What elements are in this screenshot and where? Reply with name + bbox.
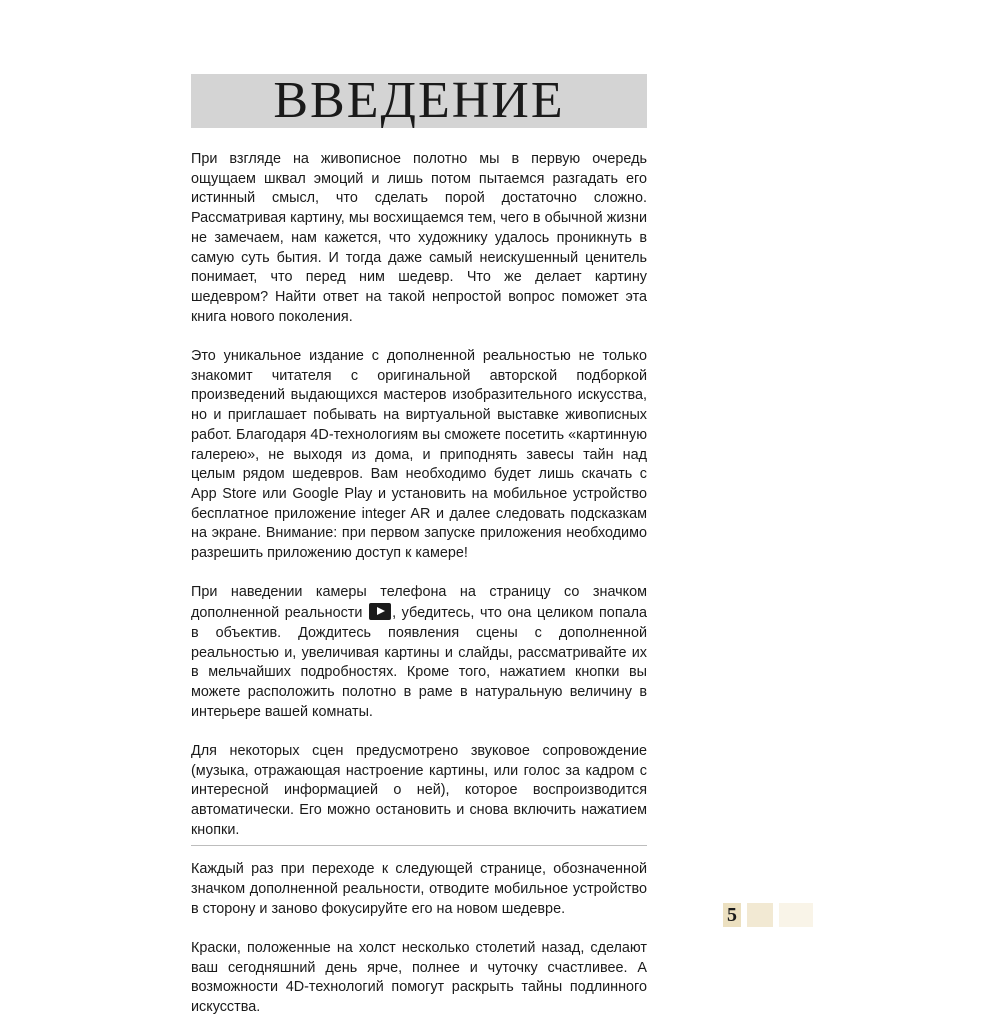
paragraph-6: Краски, положенные на холст несколько столетий назад, сделают ваш сегодняшний день ярче, полнее и чуточку счастливее. А возможности 4D-технологий помогут раскрыть тайны подлинного искусства. — [191, 940, 647, 1016]
paragraph-5: Каждый раз при переходе к следующей странице, обозначенной значком дополненной реальности, отводите мобильное устройство в сторону и заново фокусируйте его на новом шедевре. — [191, 861, 647, 917]
paragraph-1: При взгляде на живописное полотно мы в первую очередь ощущаем шквал эмоций и лишь потом пытаемся разгадать его истинный смысл, что сделать порой достаточно сложно. Рассматривая картину, мы восхищаемся тем, чего в обычной жизни не замечаем, нам кажется, что художнику удалось проникнуть в самую суть бытия. И тогда даже самый неискушенный ценитель понимает, что перед ним шедевр. Что же делает картину шедевром? Найти ответ на такой непростой вопрос поможет эта книга нового поколения. — [191, 151, 647, 325]
page-title: ВВЕДЕНИЕ — [273, 72, 565, 129]
paragraph-4: Для некоторых сцен предусмотрено звуковое сопровождение (музыка, отражающая настроение картины, или голос за кадром с интересной информацией о ней), которое воспроизводится автоматически. Его можно остановить и снова включить нажатием кнопки. — [191, 743, 647, 838]
paragraph-3-text-start: При наведении камеры телефона на страницу со значком дополненной реальности — [191, 584, 647, 622]
body-text — [191, 150, 647, 1018]
page-tab-decoration-2 — [747, 903, 773, 927]
page-number-tabs — [723, 903, 813, 927]
title-band — [191, 74, 647, 128]
page-number: 5 — [723, 903, 741, 927]
paragraph-2: Это уникальное издание с дополненной реальностью не только знакомит читателя с оригинальной авторской подборкой произведений выдающихся мастеров изобразительного искусства, но и приглашает побывать на виртуальной выставке живописных работ. Благодаря 4D-технологиям вы сможете посетить «картинную галерею», не выходя из дома, и приподнять завесы тайн над целым рядом шедевров. Вам необходимо будет лишь скачать с App Store или Google Play и установить на мобильное устройство бесплатное приложение integer AR и далее следовать подсказкам на экране. Внимание: при первом запуске приложения необходимо разрешить приложению доступ к камере! — [191, 348, 647, 562]
page-tab-decoration-3 — [779, 903, 813, 927]
bottom-divider — [191, 845, 647, 846]
augmented-reality-play-icon — [369, 603, 391, 620]
paragraph-3 — [191, 583, 647, 722]
paragraph-3-text-end: , убедитесь, что она целиком попала в объектив. Дождитесь появления сцены с дополненной реальностью и, увеличивая картины и слайды, рассматривайте их в мельчайших подробностях. Кроме того, нажатием кнопки вы можете расположить полотно в раме в натуральную величину в интерьере вашей комнаты. — [191, 605, 648, 720]
